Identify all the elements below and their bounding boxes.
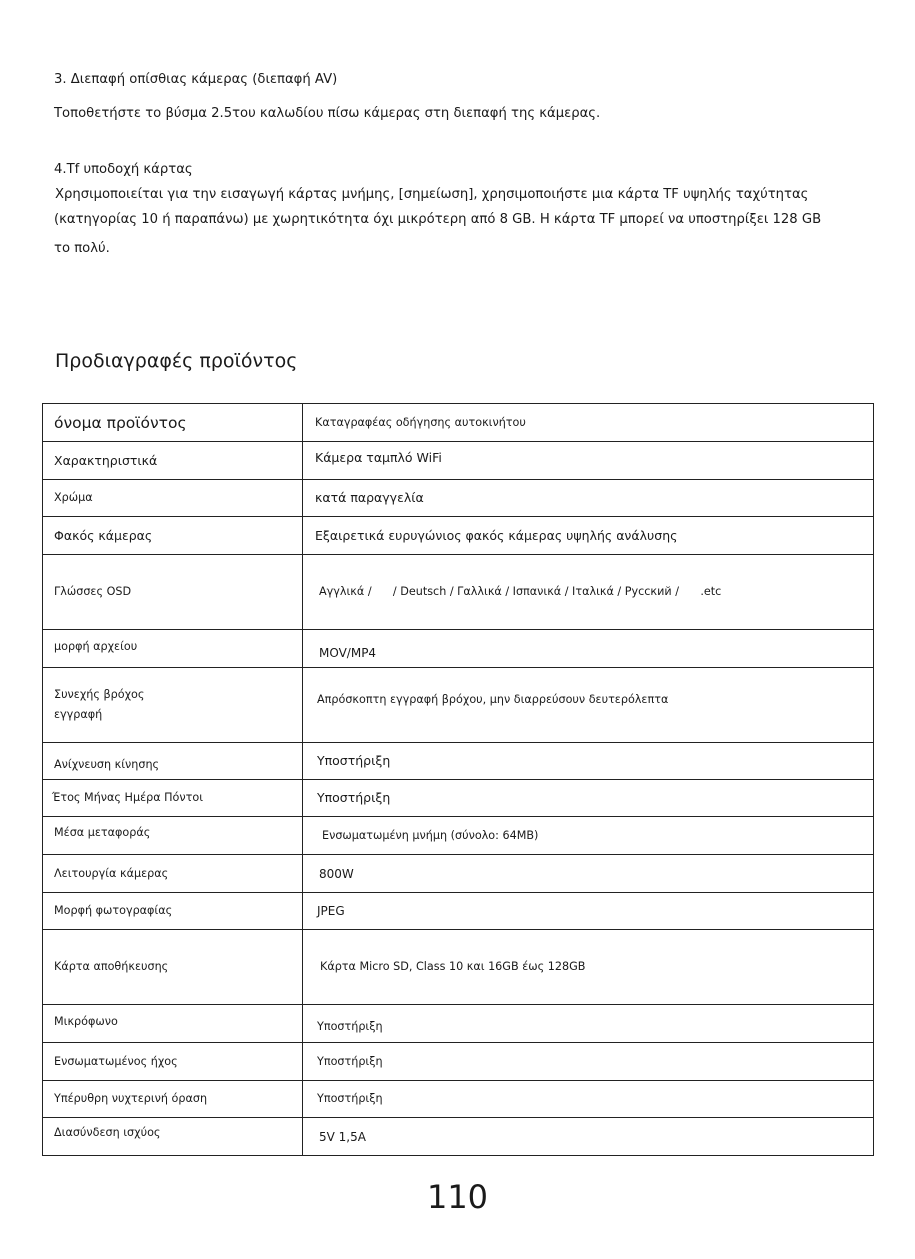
table-row <box>43 1118 874 1156</box>
spec-value: Υποστήριξη <box>303 743 874 780</box>
spec-value: Υποστήριξη <box>303 1005 874 1043</box>
spec-label: μορφή αρχείου <box>43 630 303 668</box>
spec-value: Αγγλικά / / Deutsch / Γαλλικά / Ισπανικά / Ιταλικά / Русский / .etc <box>303 555 874 630</box>
page-number: 110 <box>426 1178 489 1216</box>
spec-value: Απρόσκοπτη εγγραφή βρόχου, μην διαρρεύσουν δευτερόλεπτα <box>303 668 874 743</box>
spec-value: 5V 1,5A <box>303 1118 874 1156</box>
table-row <box>43 1005 874 1043</box>
spec-label: Χρώμα <box>43 480 303 517</box>
table-row <box>43 743 874 780</box>
table-row <box>43 1043 874 1081</box>
spec-value: Υποστήριξη <box>303 1081 874 1118</box>
table-row <box>43 668 874 743</box>
spec-value: MOV/MP4 <box>303 630 874 668</box>
spec-value: 800W <box>303 855 874 893</box>
table-row <box>43 517 874 555</box>
table-row <box>43 1081 874 1118</box>
spec-value: JPEG <box>303 893 874 930</box>
spec-label-continued: εγγραφή <box>54 708 103 721</box>
table-row <box>43 855 874 893</box>
table-row <box>43 555 874 630</box>
table-row <box>43 817 874 855</box>
spec-label: Χαρακτηριστικά <box>43 442 303 480</box>
spec-label: Μικρόφωνο <box>43 1005 303 1043</box>
spec-label: Ενσωματωμένος ήχος <box>43 1043 303 1081</box>
spec-label: Κάρτα αποθήκευσης <box>43 930 303 1005</box>
spec-label: Υπέρυθρη νυχτερινή όραση <box>43 1081 303 1118</box>
spec-label: όνομα προϊόντος <box>43 404 303 442</box>
spec-value: Κάμερα ταμπλό WiFi <box>303 442 874 480</box>
spec-label: Συνεχής βρόχος <box>54 688 145 701</box>
spec-heading: Προδιαγραφές προϊόντος <box>55 350 298 372</box>
spec-label: Ανίχνευση κίνησης <box>43 743 303 780</box>
spec-value: Κάρτα Micro SD, Class 10 και 16GB έως 128GB <box>303 930 874 1005</box>
tf-slot-heading: 4.Tf υποδοχή κάρτας <box>54 162 193 177</box>
table-row <box>43 630 874 668</box>
rear-camera-interface-heading: 3. Διεπαφή οπίσθιας κάμερας (διεπαφή AV) <box>54 72 338 87</box>
table-row <box>43 893 874 930</box>
spec-value: Υποστήριξη <box>303 780 874 817</box>
table-row <box>43 480 874 517</box>
spec-label: Έτος Μήνας Ημέρα Πόντοι <box>43 780 303 817</box>
table-row <box>43 442 874 480</box>
spec-label: Γλώσσες OSD <box>43 555 303 630</box>
spec-table <box>42 403 874 1156</box>
spec-label-cell <box>43 668 303 743</box>
spec-label: Φακός κάμερας <box>43 517 303 555</box>
spec-value: Ενσωματωμένη μνήμη (σύνολο: 64MB) <box>303 817 874 855</box>
spec-value: Εξαιρετικά ευρυγώνιος φακός κάμερας υψηλής ανάλυσης <box>303 517 874 555</box>
rear-camera-instruction: Τοποθετήστε το βύσμα 2.5του καλωδίου πίσω κάμερας στη διεπαφή της κάμερας. <box>54 106 601 121</box>
table-row <box>43 930 874 1005</box>
table-row <box>43 404 874 442</box>
spec-label: Μέσα μεταφοράς <box>43 817 303 855</box>
table-row <box>43 780 874 817</box>
tf-slot-text-line-3: το πολύ. <box>54 241 110 256</box>
spec-label: Διασύνδεση ισχύος <box>43 1118 303 1156</box>
spec-label: Λειτουργία κάμερας <box>43 855 303 893</box>
spec-value: Καταγραφέας οδήγησης αυτοκινήτου <box>303 404 874 442</box>
spec-label: Μορφή φωτογραφίας <box>43 893 303 930</box>
tf-slot-text-line-2: (κατηγορίας 10 ή παραπάνω) με χωρητικότητα όχι μικρότερη από 8 GB. Η κάρτα TF μπορεί να υποστηρίξει 128 GB <box>54 212 822 227</box>
spec-value: Υποστήριξη <box>303 1043 874 1081</box>
spec-value: κατά παραγγελία <box>303 480 874 517</box>
tf-slot-text-line-1: Χρησιμοποιείται για την εισαγωγή κάρτας μνήμης, [σημείωση], χρησιμοποιήστε μια κάρτα TF υψηλής ταχύτητας <box>55 187 809 202</box>
